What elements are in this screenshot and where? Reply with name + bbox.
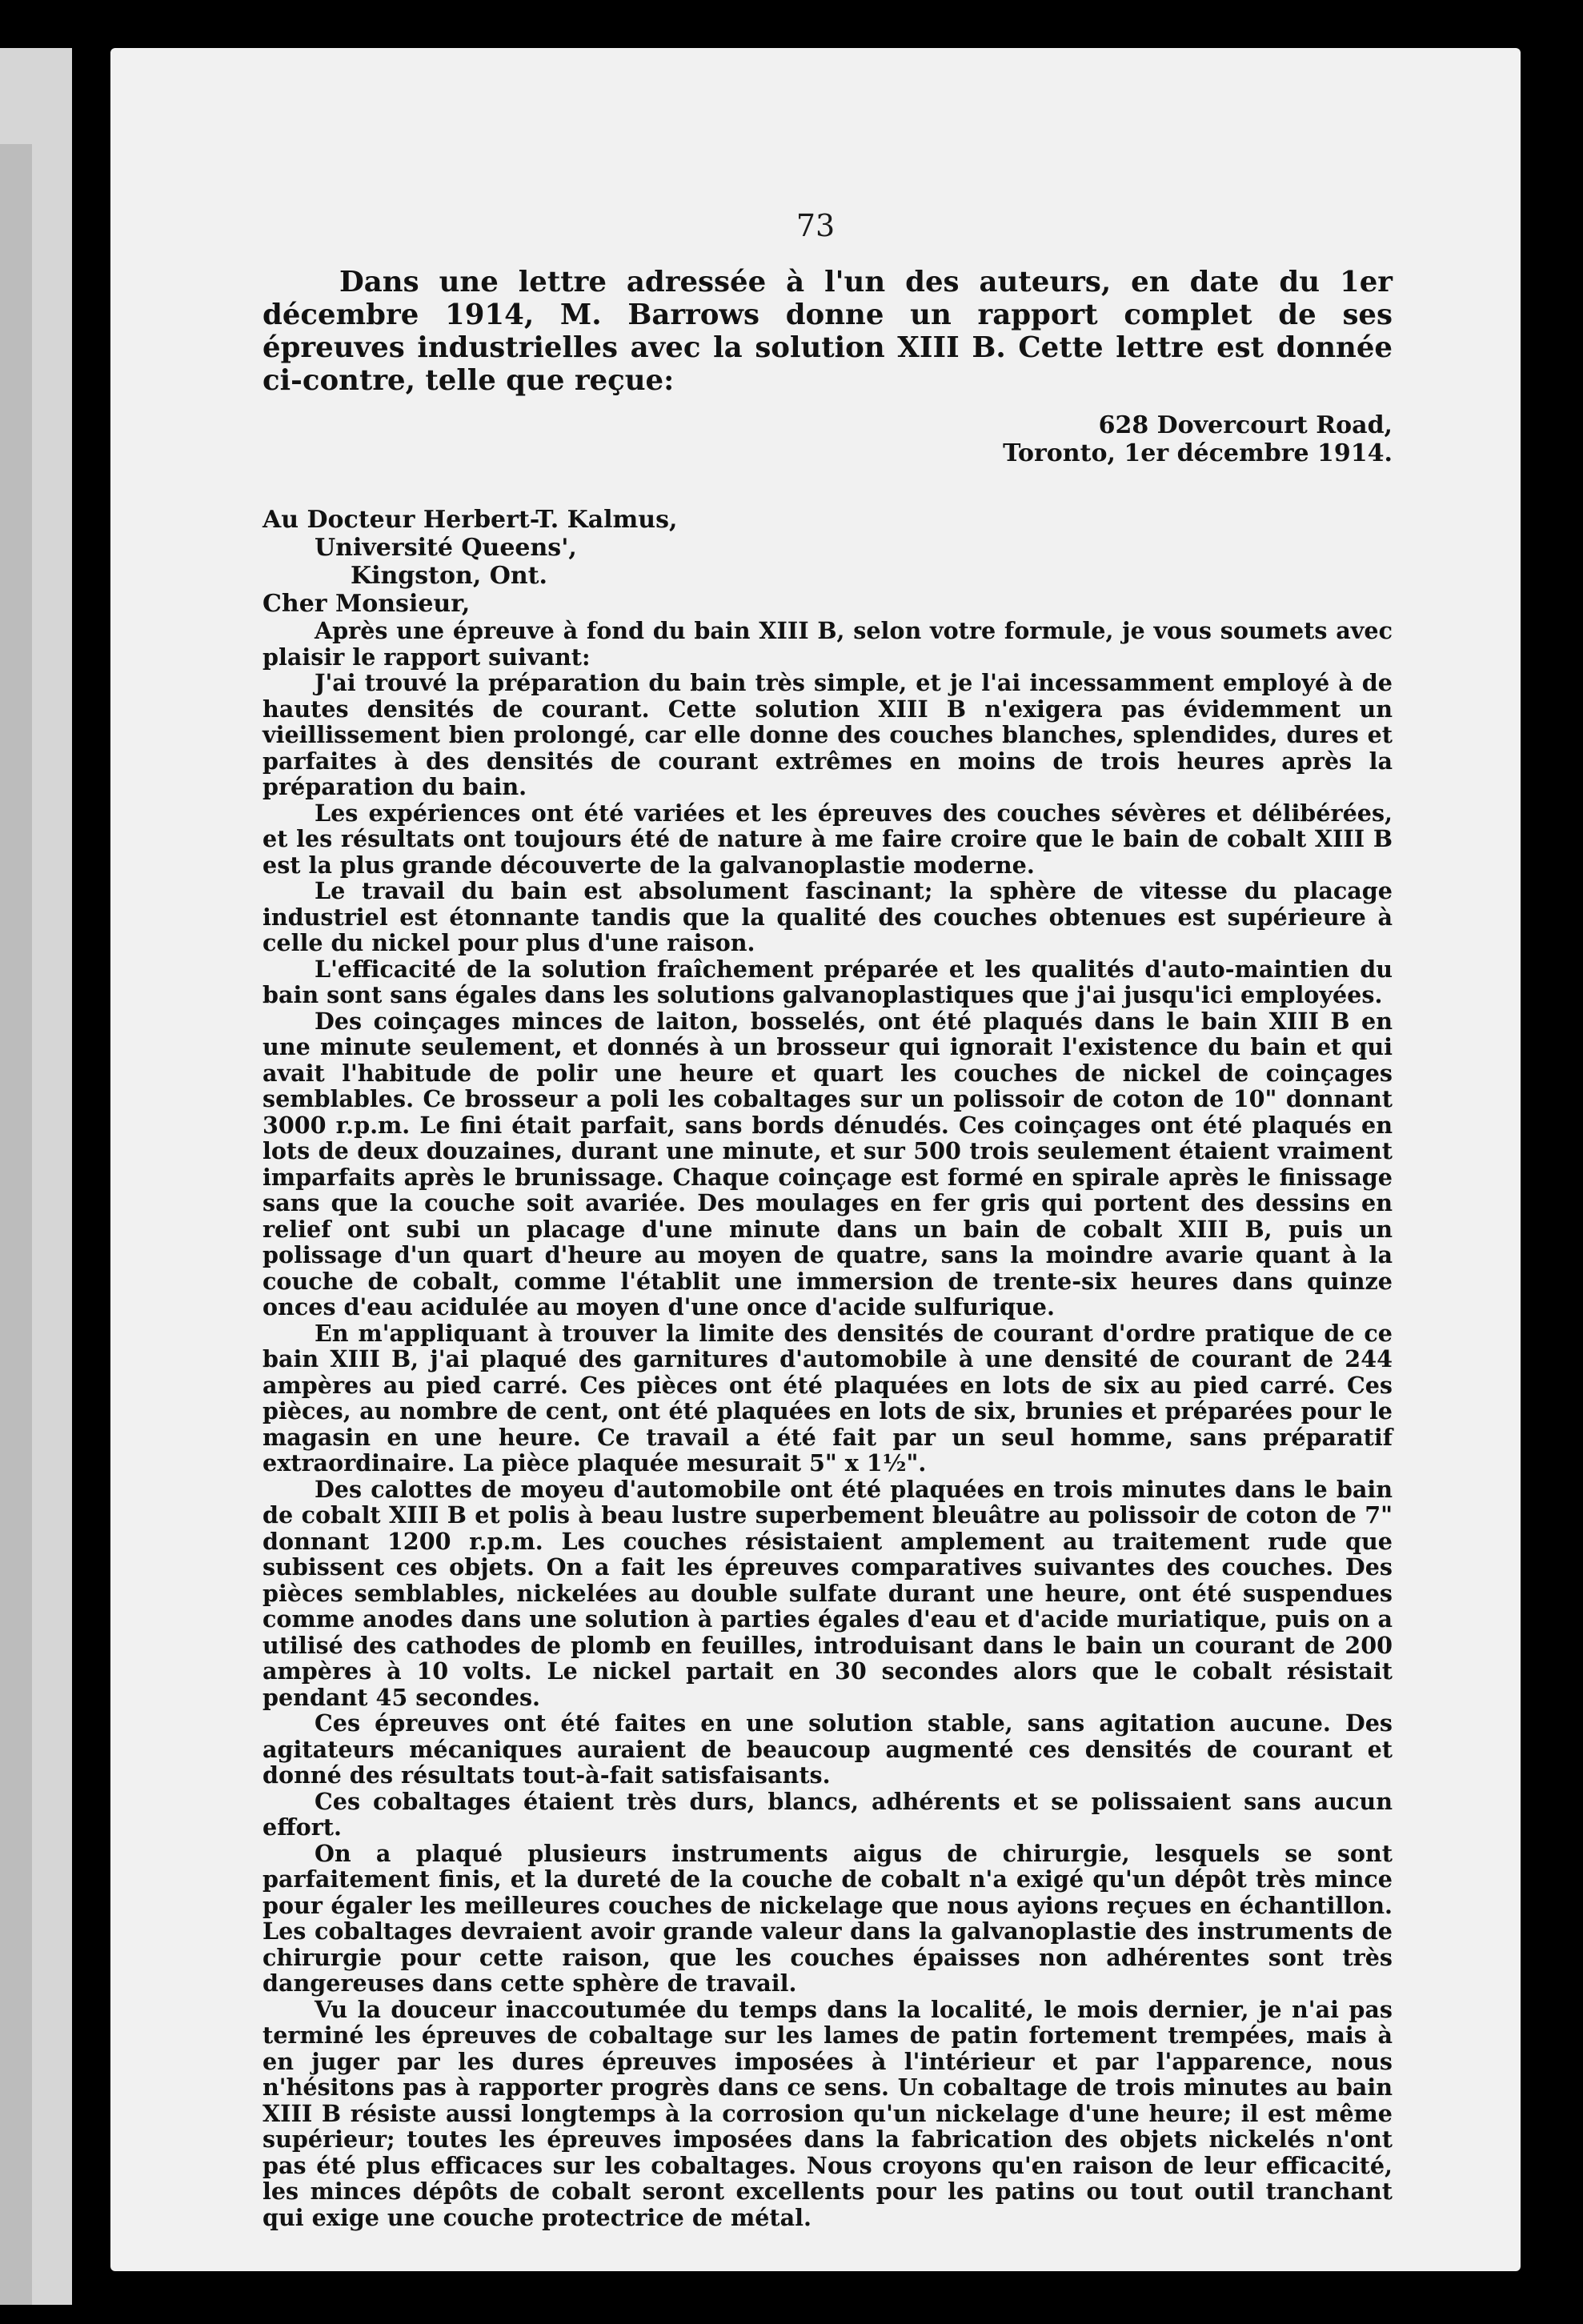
body-paragraph: J'ai trouvé la préparation du bain très simple, et je l'ai incessamment employé à de hautes densités de courant. Cette solution XIII B n'exigera pas évidemment un vieillissement bien prolongé, car elle donne des couches blanches, splendides, dures et parfaites à des densités de courant extrêmes en moins de trois heures après la préparation du bain. xyxy=(262,669,1393,800)
address-city-date: Toronto, 1er décembre 1914. xyxy=(1003,439,1393,467)
body-paragraph: Les expériences ont été variées et les épreuves des couches sévères et délibérées, et les résultats ont toujours été de nature à me faire croire que le bain de cobalt XIII B est la plus grande découverte de la galvanoplastie moderne. xyxy=(262,799,1393,879)
recipient-city: Kingston, Ont. xyxy=(351,562,547,590)
body-paragraph: En m'appliquant à trouver la limite des densités de courant d'ordre pratique de ce bain XIII B, j'ai plaqué des garnitures d'automobile à une densité de courant de 244 ampères au pied carré. Ces pièces ont été plaquées en lots de six au pied carré. Ces pièces, au nombre de cent, ont été plaquées en lots de six, brunies et préparées pour le magasin en une heure. Ce travail a été fait par un seul homme, sans préparatif extraordinaire. La pièce plaquée mesurait 5" x 1½". xyxy=(262,1319,1393,1477)
recipient-institution: Université Queens', xyxy=(315,534,577,562)
body-paragraph: Des calottes de moyeu d'automobile ont été plaquées en trois minutes dans le bain de cobalt XIII B et polis à beau lustre superbement bleuâtre au polissoir de coton de 7" donnant 1200 r.p.m. Les couches résistaient amplement au traitement rude que subissent ces objets. On a fait les épreuves comparatives suivantes des couches. Des pièces semblables, nickelées au double sulfate durant une heure, ont été suspendues comme anodes dans une solution à parties égales d'eau et d'acide muriatique, puis on a utilisé des cathodes de plomb en feuilles, introduisant dans le bain un courant de 200 ampères à 10 volts. Le nickel partait en 30 secondes alors que le cobalt résistait pendant 45 secondes. xyxy=(262,1475,1393,1711)
letter-salutation: Cher Monsieur, xyxy=(262,590,471,618)
letter-address xyxy=(262,411,1393,467)
document-page xyxy=(110,48,1521,2271)
body-paragraph: Le travail du bain est absolument fascinant; la sphère de vitesse du placage industriel est étonnante tandis que la qualité des couches obtenues est supérieure à celle du nickel pour plus d'une raison. xyxy=(262,877,1393,956)
letter-recipient xyxy=(262,506,1393,590)
body-paragraph: Après une épreuve à fond du bain XIII B, selon votre formule, je vous soumets avec plaisir le rapport suivant: xyxy=(262,617,1393,671)
facing-page-edge xyxy=(0,48,72,2305)
intro-paragraph: Dans une lettre adressée à l'un des auteurs, en date du 1er décembre 1914, M. Barrows donne un rapport complet de ses épreuves industrielles avec la solution XIII B. Cette lettre est donnée ci-contre, telle que reçue: xyxy=(262,266,1393,397)
page-number: 73 xyxy=(796,208,836,243)
facing-page-shadow xyxy=(0,144,32,2305)
address-street: 628 Dovercourt Road, xyxy=(1098,411,1393,439)
body-paragraph: Ces épreuves ont été faites en une solution stable, sans agitation aucune. Des agitateurs mécaniques auraient de beaucoup augmenté ces densités de courant et donné des résultats tout-à-fait satisfaisants. xyxy=(262,1709,1393,1789)
letter-body xyxy=(262,618,1393,2230)
body-paragraph: L'efficacité de la solution fraîchement préparée et les qualités d'auto-maintien du bain sont sans égales dans les solutions galvanoplastiques que j'ai jusqu'ici employées. xyxy=(262,955,1393,1008)
page-content xyxy=(262,266,1393,2230)
body-paragraph: Vu la douceur inaccoutumée du temps dans la localité, le mois dernier, je n'ai pas terminé les épreuves de cobaltage sur les lames de patin fortement trempées, mais à en juger par les dures épreuves imposées à l'intérieur et par l'apparence, nous n'hésitons pas à rapporter progrès dans ce sens. Un cobaltage de trois minutes au bain XIII B résiste aussi longtemps à la corrosion qu'un nickelage d'une heure; il est même supérieur; toutes les épreuves imposées dans la fabrication des objets nickelés n'ont pas été plus efficaces sur les cobaltages. Nous croyons qu'en raison de leur efficacité, les minces dépôts de cobalt seront excellents pour les patins ou tout outil tranchant qui exige une couche protectrice de métal. xyxy=(262,1995,1393,2231)
body-paragraph: Ces cobaltages étaient très durs, blancs, adhérents et se polissaient sans aucun effort. xyxy=(262,1787,1393,1841)
body-paragraph: Des coinçages minces de laiton, bosselés, ont été plaqués dans le bain XIII B en une minute seulement, et donnés à un brosseur qui ignorait l'existence du bain et qui avait l'habitude de polir une heure et quart les couches de nickel de coinçages semblables. Ce brosseur a poli les cobaltages sur un polissoir de coton de 10" donnant 3000 r.p.m. Le fini était parfait, sans bords dénudés. Ces coinçages ont été plaqués en lots de deux douzaines, durant une minute, et sur 500 trois seulement étaient vraiment imparfaits après le brunissage. Chaque coinçage est formé en spirale après le finissage sans que la couche soit avariée. Des moulages en fer gris qui portent des dessins en relief ont subi un placage d'une minute dans un bain de cobalt XIII B, puis un polissage d'un quart d'heure au moyen de quatre, sans la moindre avarie quant à la couche de cobalt, comme l'établit une immersion de trente-six heures dans quinze onces d'eau acidulée au moyen d'une once d'acide sulfurique. xyxy=(262,1007,1393,1320)
recipient-name: Au Docteur Herbert-T. Kalmus, xyxy=(262,506,678,534)
body-paragraph: On a plaqué plusieurs instruments aigus de chirurgie, lesquels se sont parfaitement finis, et la dureté de la couche de cobalt n'a exigé qu'un dépôt très mince pour égaler les meilleures couches de nickelage que nous ayions reçues en échantillon. Les cobaltages devraient avoir grande valeur dans la galvanoplastie des instruments de chirurgie pour cette raison, que les couches épaisses non adhérentes sont très dangereuses dans cette sphère de travail. xyxy=(262,1839,1393,1997)
